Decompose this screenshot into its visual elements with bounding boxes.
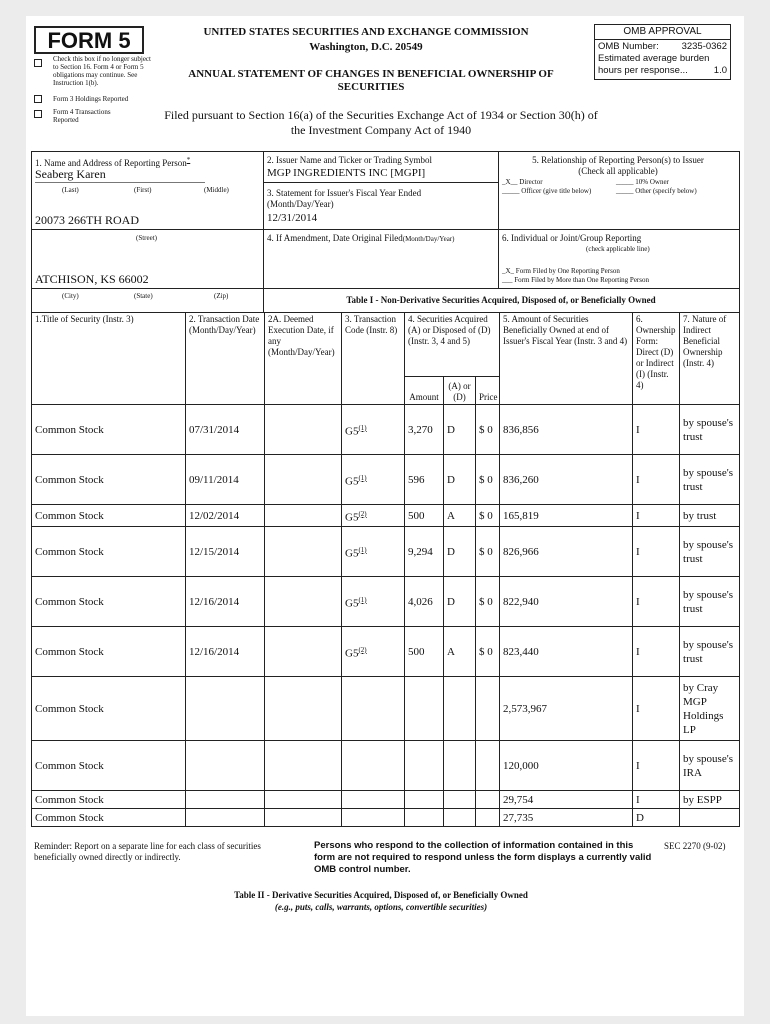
cell-date-text: 09/11/2014 — [189, 473, 239, 486]
cell-owned-text: 836,260 — [503, 473, 539, 486]
cell-title-text: Common Stock — [35, 595, 104, 608]
cell-amount — [405, 791, 444, 809]
omb-title: OMB APPROVAL — [595, 25, 730, 40]
statement-title: ANNUAL STATEMENT OF CHANGES IN BENEFICIAL OWNERSHIP OF SECURITIES — [188, 68, 554, 93]
cell-amount — [405, 505, 444, 527]
cell-code — [342, 809, 405, 827]
cell-nature — [680, 405, 740, 455]
form-title: FORM 5 — [34, 26, 144, 54]
cell-aord — [444, 527, 476, 577]
footnote-link[interactable]: (1) — [358, 473, 367, 482]
cell-date-text: 12/16/2014 — [189, 645, 240, 658]
cell-deemed — [265, 741, 342, 791]
city-label: (City) — [62, 292, 79, 300]
cell-date — [186, 677, 265, 741]
cell-deemed — [265, 791, 342, 809]
cell-nature-text: by trust — [683, 509, 717, 522]
form3-holdings-checkbox[interactable] — [34, 95, 42, 103]
cell-date — [186, 505, 265, 527]
issuer-label: 2. Issuer Name and Ticker or Trading Symbol — [267, 155, 432, 165]
cell-code — [342, 455, 405, 505]
col-code-header: 3. Transaction Code (Instr. 8) — [342, 313, 405, 405]
omb-hours-value: 1.0 — [713, 65, 727, 76]
table2-title: Table II - Derivative Securities Acquired, Disposed of, or Beneficially Owned — [234, 890, 528, 900]
cell-amount-text: 4,026 — [408, 595, 433, 608]
cell-owned-text: 165,819 — [503, 509, 539, 522]
cell-nature — [680, 677, 740, 741]
table-row — [32, 527, 740, 577]
col-title-header: 1.Title of Security (Instr. 3) — [32, 313, 186, 405]
cell-price-text: $ 0 — [479, 473, 493, 486]
form4-transactions-label: Form 4 Transactions Reported — [53, 108, 111, 124]
cell-aord — [444, 741, 476, 791]
zip-label: (Zip) — [214, 292, 229, 300]
table-row — [32, 627, 740, 677]
cell-title-text: Common Stock — [35, 509, 104, 522]
street-label: (Street) — [136, 234, 157, 242]
cell-nature — [680, 577, 740, 627]
cell-price-text: $ 0 — [479, 423, 493, 436]
omb-number-value: 3235-0362 — [681, 41, 727, 52]
cell-nature-text: by Cray MGP Holdings LP — [683, 681, 724, 736]
cell-form — [633, 677, 680, 741]
cell-nature-text: by spouse's IRA — [683, 752, 733, 779]
cell-nature — [680, 809, 740, 827]
table-row — [32, 455, 740, 505]
cell-date — [186, 741, 265, 791]
footnote-link[interactable]: (1) — [358, 595, 367, 604]
cell-title-text: Common Stock — [35, 702, 104, 715]
footnote-link[interactable]: (1) — [358, 423, 367, 432]
cell-title-text: Common Stock — [35, 759, 104, 772]
cell-aord — [444, 405, 476, 455]
cell-code — [342, 505, 405, 527]
form3-holdings-label: Form 3 Holdings Reported — [53, 95, 129, 103]
table-row — [32, 791, 740, 809]
cell-owned-text: 826,966 — [503, 545, 539, 558]
cell-price — [476, 455, 500, 505]
cell-code — [342, 577, 405, 627]
table-row — [32, 505, 740, 527]
cell-owned — [500, 577, 633, 627]
no-longer-subject-label: Check this box if no longer subject to Section 16. Form 4 or Form 5 obligations may continue. See Instruction 1(b). — [53, 55, 151, 87]
no-longer-subject-checkbox[interactable] — [34, 59, 42, 67]
col-acquired-header: 4. Securities Acquired (A) or Disposed of (D) (Instr. 3, 4 and 5) — [405, 313, 500, 377]
table1 — [31, 312, 740, 827]
cell-price — [476, 791, 500, 809]
cell-form-text: I — [636, 759, 640, 772]
cell-aord-text: D — [447, 595, 455, 608]
cell-owned — [500, 405, 633, 455]
filed-pursuant-line1: Filed pursuant to Section 16(a) of the Securities Exchange Act of 1934 or Section 30(h) of — [164, 108, 598, 122]
reporting-person-name: Seaberg Karen — [35, 167, 106, 181]
cell-form-text: I — [636, 423, 640, 436]
form4-transactions-checkbox[interactable] — [34, 110, 42, 118]
relationship-label: 5. Relationship of Reporting Person(s) to Issuer — [532, 155, 704, 165]
footnote-link[interactable]: (2) — [358, 645, 367, 654]
cell-form-text: I — [636, 702, 640, 715]
cell-form-text: D — [636, 811, 644, 824]
cell-nature-text: by spouse's trust — [683, 466, 733, 493]
cell-price — [476, 527, 500, 577]
amendment-label-small: (Month/Day/Year) — [402, 235, 455, 243]
cell-price — [476, 677, 500, 741]
cell-owned-text: 2,573,967 — [503, 702, 548, 715]
col-deemed-header: 2A. Deemed Execution Date, if any (Month/Day/Year) — [265, 313, 342, 405]
fiscal-year-label: 3. Statement for Issuer's Fiscal Year Ended (Month/Day/Year) — [267, 188, 422, 209]
cell-title-text: Common Stock — [35, 545, 104, 558]
cell-code — [342, 627, 405, 677]
persons-notice: Persons who respond to the collection of information contained in this form are not required to respond unless the form displays a currently valid OMB control number. — [314, 840, 652, 875]
omb-approval-box — [594, 24, 731, 80]
cell-title-text: Common Stock — [35, 811, 104, 824]
table-row — [32, 809, 740, 827]
cell-price — [476, 405, 500, 455]
cell-date-text: 12/02/2014 — [189, 509, 240, 522]
cell-date — [186, 809, 265, 827]
reporting-person-street: 20073 266TH ROAD — [35, 213, 139, 227]
cell-owned — [500, 505, 633, 527]
cell-price — [476, 505, 500, 527]
relationship-sub: (Check all applicable) — [578, 166, 658, 176]
cell-nature — [680, 455, 740, 505]
cell-form — [633, 455, 680, 505]
filed-pursuant-line2: the Investment Company Act of 1940 — [290, 123, 472, 137]
footnote-mark: * — [186, 156, 191, 164]
cell-form — [633, 627, 680, 677]
cell-aord — [444, 505, 476, 527]
cell-code-text: G5 — [345, 547, 359, 560]
cell-deemed — [265, 405, 342, 455]
cell-price — [476, 627, 500, 677]
cell-owned-text: 29,754 — [503, 793, 534, 806]
cell-code-text: G5 — [345, 475, 359, 488]
cell-nature-text: by spouse's trust — [683, 588, 733, 615]
cell-aord — [444, 809, 476, 827]
cell-deemed — [265, 527, 342, 577]
table-row — [32, 405, 740, 455]
relationship-officer[interactable]: _____ Officer (give title below) — [502, 187, 592, 195]
amendment-label: 4. If Amendment, Date Original Filed(Month/Day/Year) — [267, 233, 455, 243]
cell-title — [32, 677, 186, 741]
cell-deemed — [265, 455, 342, 505]
relationship-director[interactable]: _X__ Director — [502, 178, 543, 186]
footnote-link[interactable]: (2) — [358, 509, 367, 518]
cell-title-text: Common Stock — [35, 793, 104, 806]
cell-aord-text: A — [447, 645, 455, 658]
group-filing-sub: (check applicable line) — [586, 245, 650, 253]
cell-amount-text: 500 — [408, 509, 425, 522]
omb-number-label: OMB Number: — [598, 41, 659, 52]
first-label: (First) — [134, 186, 152, 194]
cell-deemed — [265, 677, 342, 741]
table-row — [32, 741, 740, 791]
table2-subtitle: (e.g., puts, calls, warrants, options, convertible securities) — [274, 902, 488, 912]
col-owned-header: 5. Amount of Securities Beneficially Owned at end of Issuer's Fiscal Year (Instr. 3 and 4) — [500, 313, 633, 405]
cell-code — [342, 791, 405, 809]
cell-title — [32, 741, 186, 791]
cell-owned-text: 836,856 — [503, 423, 539, 436]
cell-aord — [444, 677, 476, 741]
cell-amount — [405, 577, 444, 627]
cell-aord — [444, 791, 476, 809]
cell-deemed — [265, 577, 342, 627]
cell-owned — [500, 527, 633, 577]
middle-label: (Middle) — [204, 186, 229, 194]
cell-code — [342, 405, 405, 455]
cell-owned — [500, 791, 633, 809]
cell-owned-text: 120,000 — [503, 759, 539, 772]
cell-deemed — [265, 627, 342, 677]
form-page — [26, 16, 744, 1016]
cell-amount-text: 9,294 — [408, 545, 433, 558]
cell-nature-text: by spouse's trust — [683, 538, 733, 565]
cell-deemed — [265, 505, 342, 527]
cell-title — [32, 791, 186, 809]
cell-date — [186, 627, 265, 677]
sec-code: SEC 2270 (9-02) — [664, 841, 726, 851]
cell-form — [633, 577, 680, 627]
cell-amount — [405, 677, 444, 741]
cell-nature — [680, 627, 740, 677]
cell-amount — [405, 527, 444, 577]
relationship-other[interactable]: _____ Other (specify below) — [616, 187, 697, 195]
col-price-header: Price — [476, 377, 500, 405]
cell-date — [186, 577, 265, 627]
group-filing-one[interactable]: _X_ Form Filed by One Reporting Person — [502, 267, 620, 275]
cell-title — [32, 455, 186, 505]
col-amount-header: Amount — [405, 377, 444, 405]
cell-aord-text: D — [447, 545, 455, 558]
cell-date-text: 12/16/2014 — [189, 595, 240, 608]
cell-amount — [405, 809, 444, 827]
cell-aord-text: A — [447, 509, 455, 522]
cell-nature — [680, 527, 740, 577]
cell-date-text: 12/15/2014 — [189, 545, 240, 558]
cell-aord-text: D — [447, 423, 455, 436]
cell-aord — [444, 627, 476, 677]
cell-price-text: $ 0 — [479, 595, 493, 608]
cell-date — [186, 527, 265, 577]
cell-form-text: I — [636, 645, 640, 658]
reminder-text: Reminder: Report on a separate line for each class of securities beneficially owned directly or indirectly. — [34, 841, 261, 862]
cell-amount — [405, 405, 444, 455]
col-form-header: 6. Ownership Form: Direct (D) or Indirect (I) (Instr. 4) — [633, 313, 680, 405]
state-label: (State) — [134, 292, 153, 300]
cell-nature-text: by spouse's trust — [683, 638, 733, 665]
omb-hours-label: hours per response... — [598, 65, 688, 76]
cell-title — [32, 809, 186, 827]
cell-code — [342, 527, 405, 577]
cell-code-text: G5 — [345, 425, 359, 438]
cell-form-text: I — [636, 793, 640, 806]
cell-form — [633, 527, 680, 577]
cell-aord — [444, 455, 476, 505]
cell-form-text: I — [636, 545, 640, 558]
cell-date — [186, 455, 265, 505]
cell-form — [633, 741, 680, 791]
cell-price-text: $ 0 — [479, 645, 493, 658]
cell-title — [32, 577, 186, 627]
cell-deemed — [265, 809, 342, 827]
relationship-10pct-owner[interactable]: _____ 10% Owner — [616, 178, 669, 186]
issuer-value: MGP INGREDIENTS INC [MGPI] — [267, 167, 426, 179]
table-row — [32, 677, 740, 741]
cell-aord-text: D — [447, 473, 455, 486]
agency-address: Washington, D.C. 20549 — [309, 41, 423, 53]
cell-price — [476, 809, 500, 827]
last-label: (Last) — [62, 186, 79, 194]
cell-amount-text: 3,270 — [408, 423, 433, 436]
cell-price — [476, 741, 500, 791]
cell-price-text: $ 0 — [479, 545, 493, 558]
cell-nature — [680, 505, 740, 527]
reporting-person-label: 1. Name and Address of Reporting Person* — [35, 156, 191, 168]
cell-nature — [680, 741, 740, 791]
cell-title-text: Common Stock — [35, 423, 104, 436]
cell-price-text: $ 0 — [479, 509, 493, 522]
cell-form — [633, 791, 680, 809]
cell-date — [186, 791, 265, 809]
cell-form-text: I — [636, 473, 640, 486]
cell-code — [342, 741, 405, 791]
cell-amount-text: 500 — [408, 645, 425, 658]
cell-owned — [500, 741, 633, 791]
cell-amount — [405, 627, 444, 677]
group-filing-more[interactable]: ___ Form Filed by More than One Reporting Person — [502, 276, 649, 284]
col-aord-header: (A) or (D) — [444, 377, 476, 405]
cell-form — [633, 809, 680, 827]
cell-nature-text: by spouse's trust — [683, 416, 733, 443]
cell-title — [32, 527, 186, 577]
col-date-header: 2. Transaction Date (Month/Day/Year) — [186, 313, 265, 405]
col-nature-header: 7. Nature of Indirect Beneficial Ownership (Instr. 4) — [680, 313, 740, 405]
cell-owned-text: 823,440 — [503, 645, 539, 658]
cell-amount — [405, 455, 444, 505]
cell-title — [32, 505, 186, 527]
cell-amount — [405, 741, 444, 791]
cell-owned — [500, 809, 633, 827]
cell-title — [32, 627, 186, 677]
omb-burden-label: Estimated average burden — [598, 53, 710, 64]
cell-date-text: 07/31/2014 — [189, 423, 240, 436]
cell-code-text: G5 — [345, 511, 359, 524]
cell-owned — [500, 455, 633, 505]
cell-form — [633, 505, 680, 527]
cell-amount-text: 596 — [408, 473, 425, 486]
table1-title: Table I - Non-Derivative Securities Acquired, Disposed of, or Beneficially Owned — [346, 295, 656, 305]
cell-form-text: I — [636, 595, 640, 608]
cell-code — [342, 677, 405, 741]
group-filing-label: 6. Individual or Joint/Group Reporting — [502, 233, 642, 243]
footnote-link[interactable]: (1) — [358, 545, 367, 554]
cell-title-text: Common Stock — [35, 473, 104, 486]
agency-name: UNITED STATES SECURITIES AND EXCHANGE COMMISSION — [203, 26, 529, 38]
cell-nature — [680, 791, 740, 809]
cell-form — [633, 405, 680, 455]
cell-code-text: G5 — [345, 647, 359, 660]
cell-title-text: Common Stock — [35, 645, 104, 658]
fiscal-year-value: 12/31/2014 — [267, 212, 318, 224]
cell-nature-text: by ESPP — [683, 793, 722, 806]
table-row — [32, 577, 740, 627]
cell-title — [32, 405, 186, 455]
cell-form-text: I — [636, 509, 640, 522]
cell-date — [186, 405, 265, 455]
reporting-person-city-state-zip: ATCHISON, KS 66002 — [35, 272, 149, 286]
cell-owned — [500, 627, 633, 677]
cell-price — [476, 577, 500, 627]
cell-owned-text: 27,735 — [503, 811, 534, 824]
cell-owned-text: 822,940 — [503, 595, 539, 608]
cell-aord — [444, 577, 476, 627]
cell-code-text: G5 — [345, 597, 359, 610]
cell-owned — [500, 677, 633, 741]
